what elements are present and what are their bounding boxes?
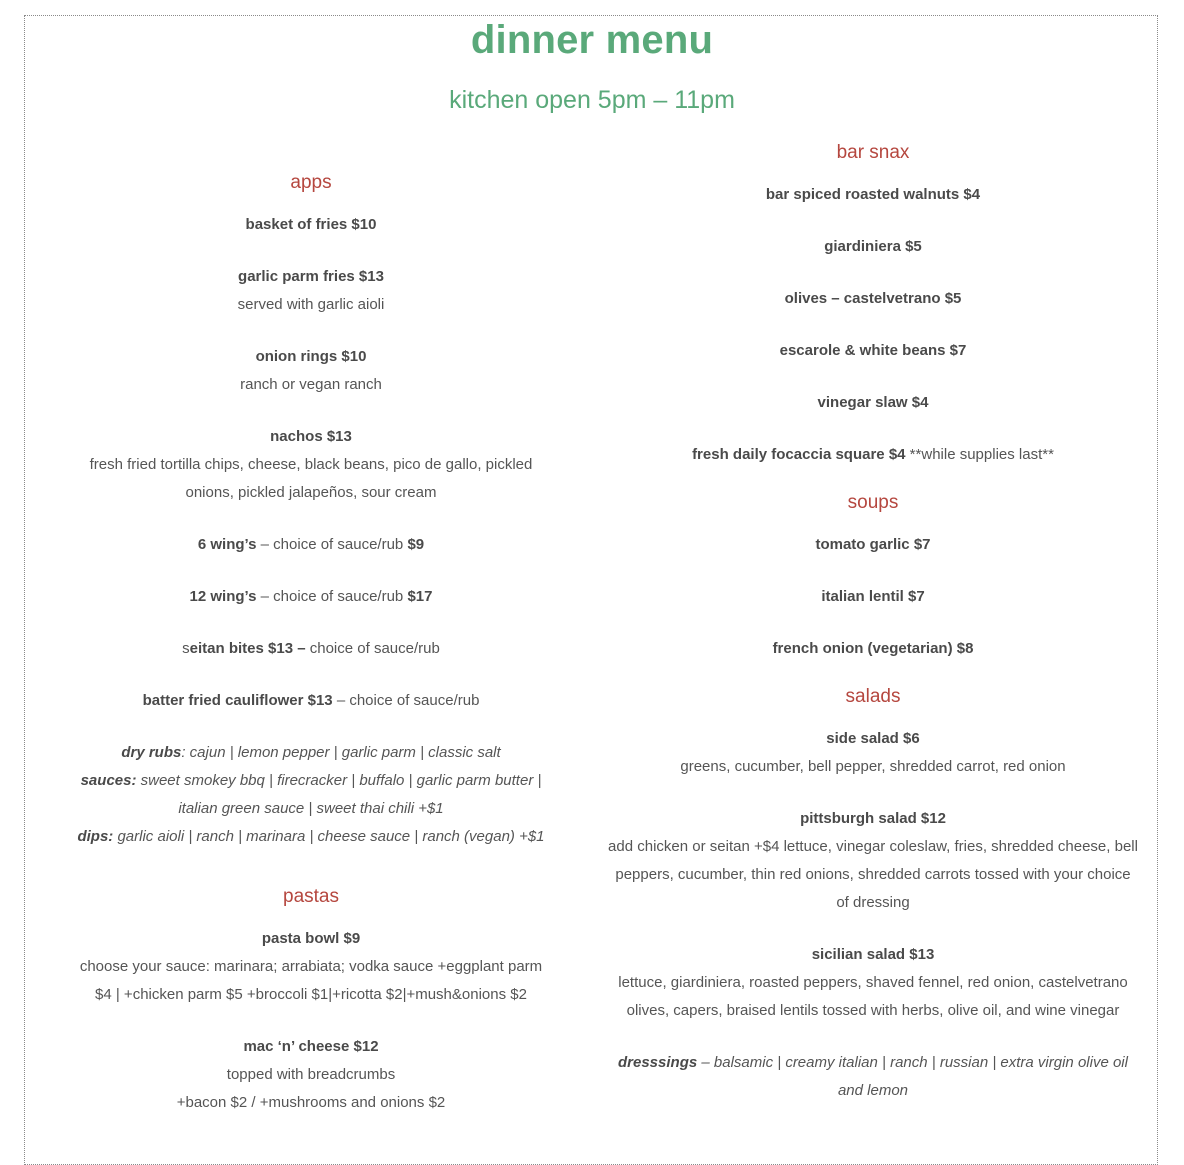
item-name: pasta bowl $9 [261,930,361,947]
item-description: ranch or vegan ranch [240,376,382,393]
item-description: add chicken or seitan +$4 lettuce, vinegar coleslaw, fries, shredded cheese, bell peppers, cucumber, thin red onions, shredded carrots tossed with your choice of dressing [608,838,1138,911]
menu-item-olives [608,285,1138,313]
item-description: choose your sauce: marinara; arrabiata; vodka sauce +eggplant parm $4 | +chicken parm $5 +broccoli $1|+ricotta $2|+mush&onions $2 [79,958,543,1003]
menu-item-vinegar-slaw [608,389,1138,417]
item-description: – choice of sauce/rub [256,588,408,605]
menu-item-pittsburgh-salad [608,805,1138,917]
menu-item-garlic-parm-fries [70,263,552,319]
item-name: 6 wing’s [197,536,257,553]
item-name: onion rings $10 [255,348,367,365]
item-name: olives – castelvetrano $5 [784,290,962,307]
item-name: nachos $13 [270,428,352,445]
menu-item-escarole [608,337,1138,365]
item-name-prefix: s [182,640,190,657]
item-name: tomato garlic $7 [815,536,931,553]
dry-rubs-list: : cajun | lemon pepper | garlic parm | classic salt [181,744,501,761]
menu-item-basket-of-fries [70,211,552,239]
item-description: choice of sauce/rub [305,640,440,657]
item-description: fresh fried tortilla chips, cheese, black beans, pico de gallo, pickled onions, pickled jalapeños, sour cream [89,456,533,501]
menu-item-mac-n-cheese [70,1033,552,1117]
menu-item-onion-rings [70,343,552,399]
sauce-options [70,739,552,851]
item-name: fresh daily focaccia square $4 [692,446,906,463]
menu-item-side-salad [608,725,1138,781]
item-name: garlic parm fries $13 [238,268,384,285]
right-column [608,137,1138,1129]
dry-rubs-line [70,739,552,767]
item-name: bar spiced roasted walnuts $4 [765,186,981,203]
dressings-label: dresssings [618,1054,698,1071]
dips-list: garlic aioli | ranch | marinara | cheese sauce | ranch (vegan) +$1 [113,828,545,845]
dry-rubs-label: dry rubs [121,744,182,761]
menu-item-walnuts [608,181,1138,209]
menu-item-italian-lentil [608,583,1138,611]
item-name: mac ‘n’ cheese $12 [243,1038,379,1055]
section-heading-soups: soups [847,492,899,513]
dressing-options [608,1049,1138,1105]
item-name: escarole & white beans $7 [779,342,967,359]
sauces-label: sauces: [80,772,137,789]
item-name: side salad $6 [826,730,920,747]
item-description: – choice of sauce/rub [332,692,480,709]
menu-item-6-wings [70,531,552,559]
dips-label: dips: [77,828,114,845]
menu-item-tomato-garlic [608,531,1138,559]
item-name: vinegar slaw $4 [817,394,929,411]
item-description: lettuce, giardiniera, roasted peppers, shaved fennel, red onion, castelvetrano olives, capers, braised lentils tossed with herbs, olive oil, and wine vinegar [618,974,1128,1019]
item-description: served with garlic aioli [237,296,385,313]
menu-item-french-onion [608,635,1138,663]
menu-item-12-wings [70,583,552,611]
item-name: sicilian salad $13 [811,946,935,963]
item-price: $17 [407,588,433,605]
item-name: giardiniera $5 [824,238,922,255]
menu-item-seitan-bites [70,635,552,663]
item-description: greens, cucumber, bell pepper, shredded carrot, red onion [680,758,1066,775]
menu-item-focaccia [608,441,1138,469]
dressings-list: – balsamic | creamy italian | ranch | russian | extra virgin olive oil and lemon [697,1054,1128,1099]
menu-item-giardiniera [608,233,1138,261]
sauces-list: sweet smokey bbq | firecracker | buffalo | garlic parm butter | italian green sauce | sweet thai chili +$1 [136,772,542,817]
menu-item-sicilian-salad [608,941,1138,1025]
sauces-line [70,767,552,823]
menu-item-pasta-bowl [70,925,552,1009]
item-name: 12 wing’s [189,588,257,605]
item-name: eitan bites $13 – [189,640,306,657]
section-heading-salads: salads [845,686,901,707]
dips-line [70,823,552,851]
left-column [70,167,552,1141]
item-name: french onion (vegetarian) $8 [772,640,974,657]
item-addons: +bacon $2 / +mushrooms and onions $2 [176,1094,446,1111]
kitchen-hours: kitchen open 5pm – 11pm [449,86,735,114]
item-name: italian lentil $7 [821,588,925,605]
section-heading-pastas: pastas [283,886,339,907]
item-name: basket of fries $10 [245,216,377,233]
menu-item-cauliflower [70,687,552,715]
item-description: topped with breadcrumbs [226,1066,396,1083]
menu-item-nachos [70,423,552,507]
item-note: **while supplies last** [905,446,1054,463]
item-name: batter fried cauliflower $13 [142,692,333,709]
section-heading-bar-snax: bar snax [836,142,910,163]
item-price: $9 [407,536,425,553]
item-name: pittsburgh salad $12 [800,810,946,827]
section-heading-apps: apps [290,172,332,193]
item-description: – choice of sauce/rub [256,536,408,553]
menu-title: dinner menu [470,18,714,62]
